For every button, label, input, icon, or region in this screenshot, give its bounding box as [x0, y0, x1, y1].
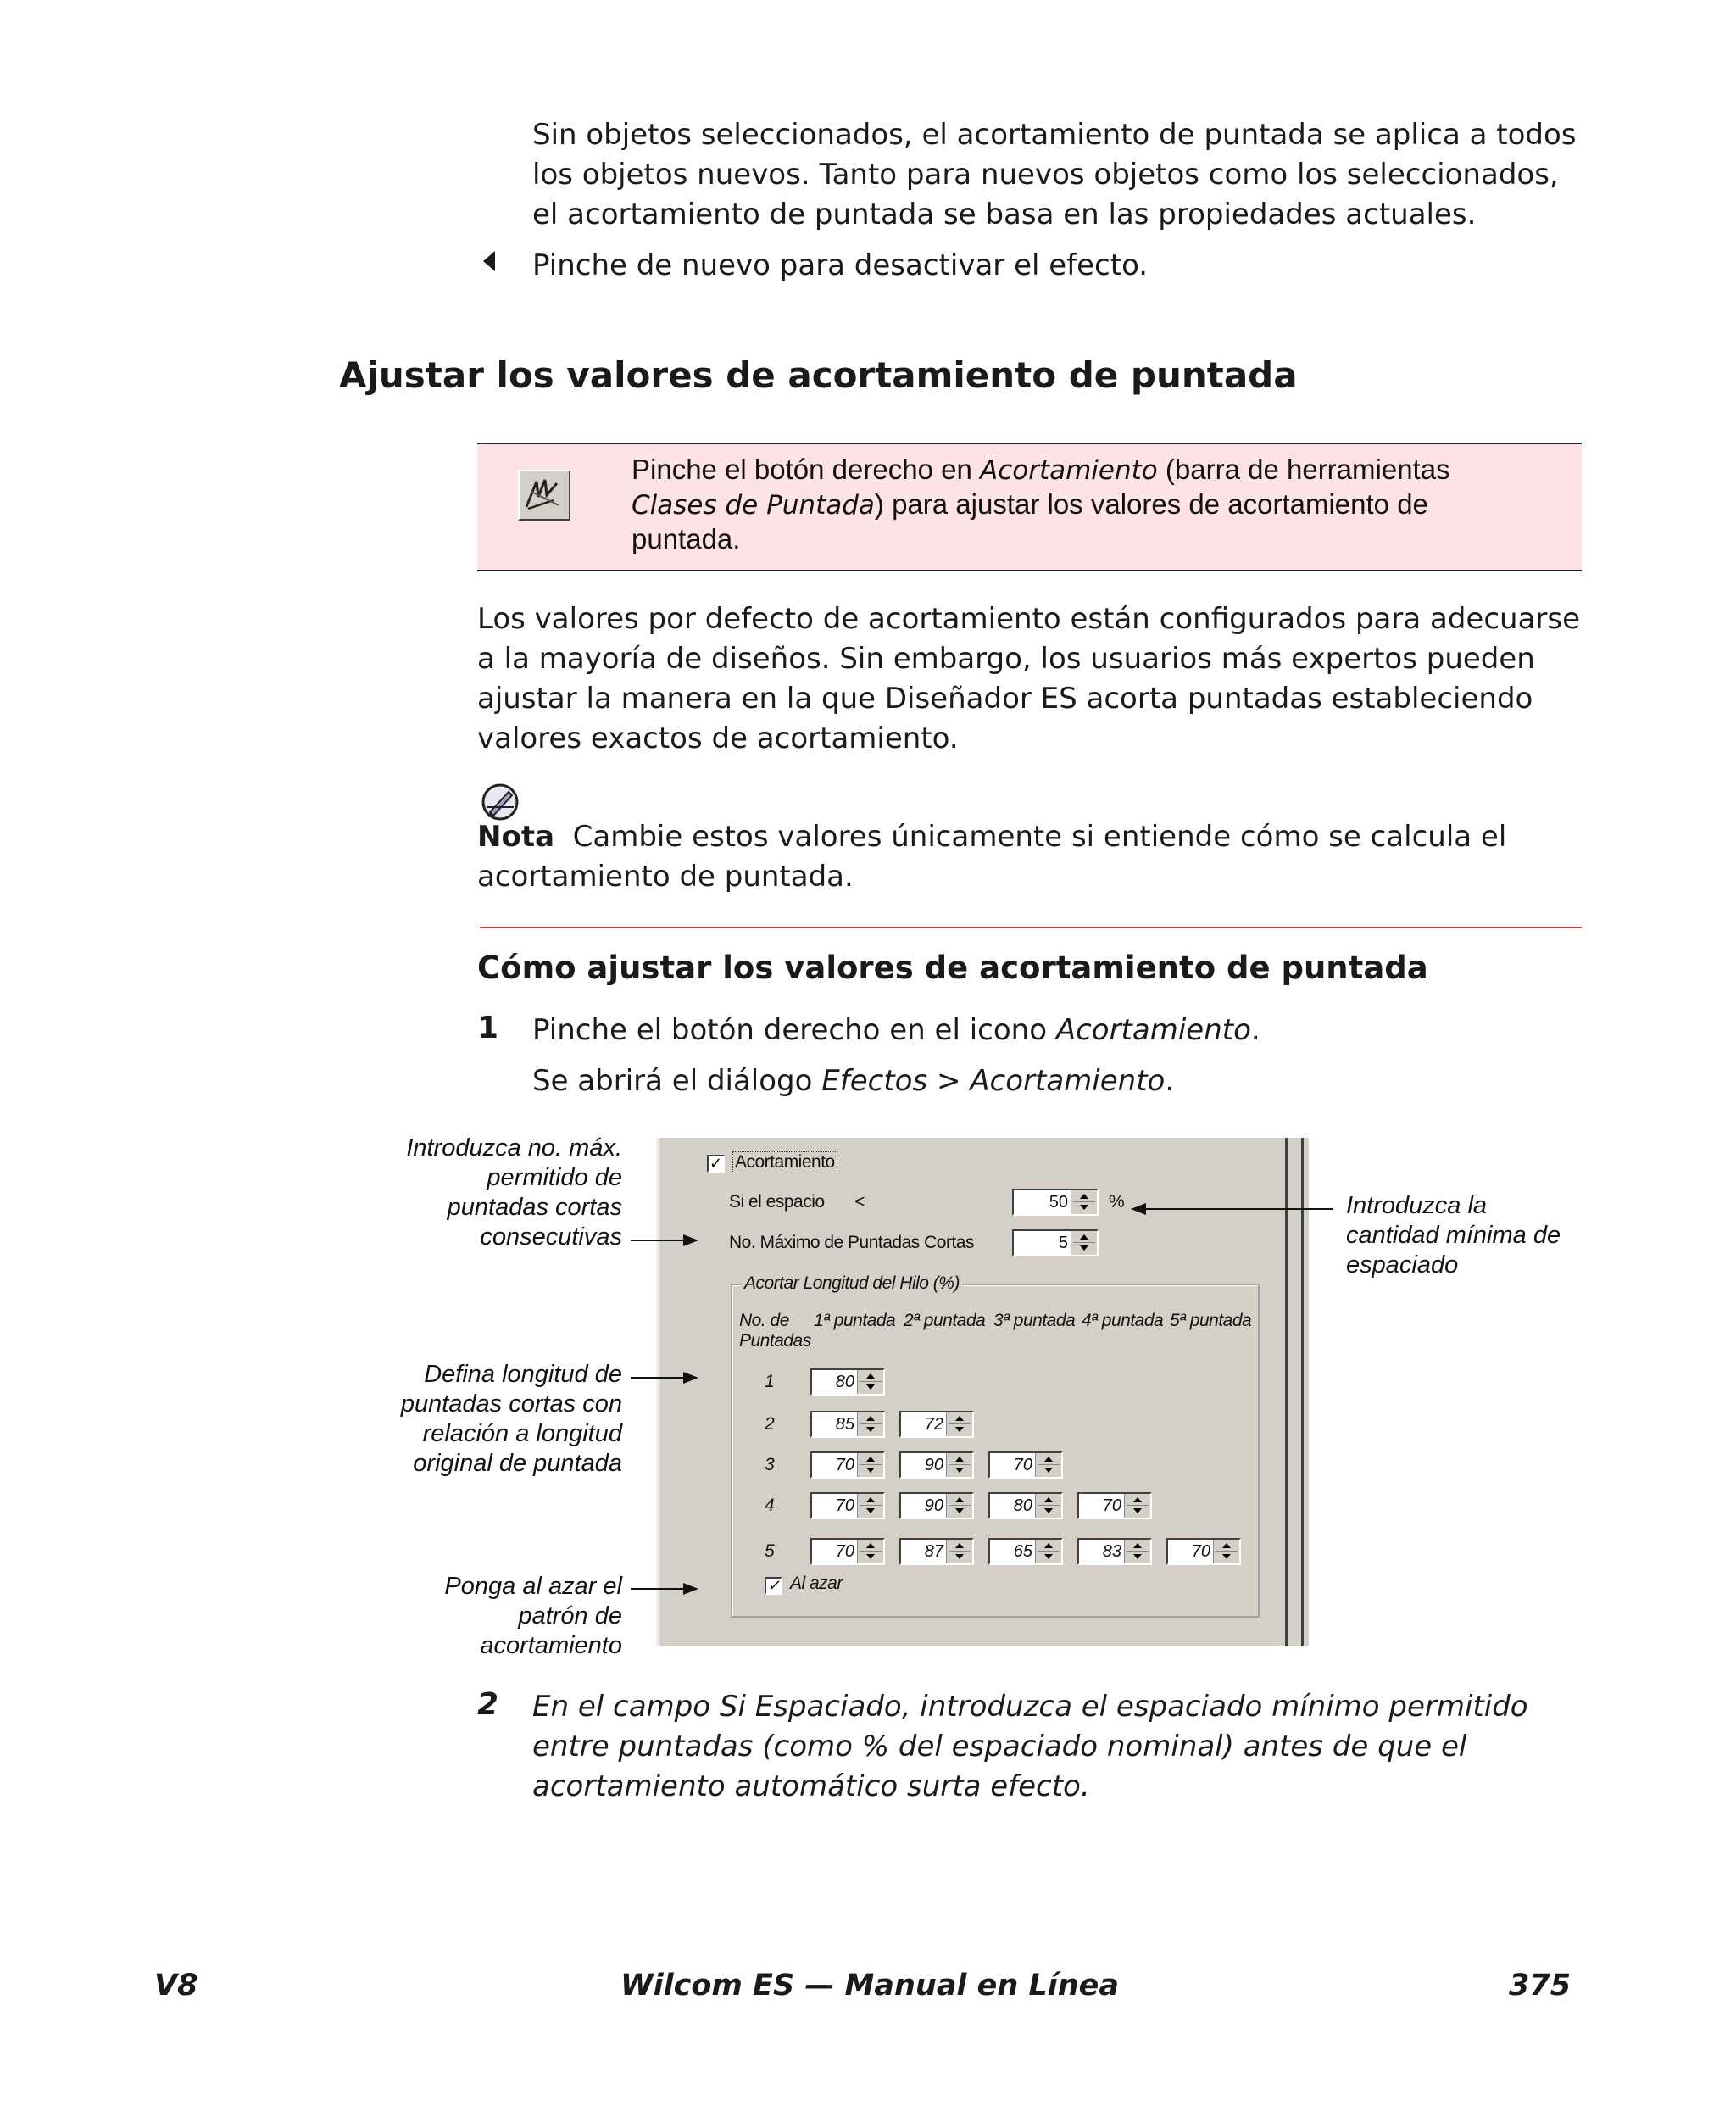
shortening-tool-icon[interactable]	[518, 470, 570, 521]
shortening-checkbox[interactable]: ✓	[707, 1155, 725, 1173]
bullet-triangle-icon	[483, 251, 495, 271]
spinner-arrows-icon[interactable]	[1124, 1494, 1150, 1518]
step-text-italic: Efectos > Acortamiento	[821, 1064, 1166, 1098]
max-short-value: 5	[1058, 1234, 1068, 1252]
count-column-header	[739, 1311, 811, 1351]
spacing-label: Si el espacio	[729, 1192, 825, 1212]
spacing-operator: <	[854, 1192, 865, 1212]
callout-min-spacing	[1346, 1191, 1600, 1280]
section-divider	[480, 927, 1582, 928]
intro-line: el acortamiento de puntada se basa en las propiedades actuales.	[532, 198, 1477, 231]
footer-page-number: 375	[1509, 1969, 1572, 2003]
spinner-arrows-icon[interactable]	[946, 1540, 972, 1563]
shortening-dialog	[656, 1138, 1309, 1646]
random-checkbox[interactable]: ✓	[765, 1577, 782, 1595]
paragraph-line: a la mayoría de diseños. Sin embargo, los usuarios más expertos pueden	[477, 642, 1535, 676]
step-text-italic: Acortamiento	[1055, 1013, 1251, 1047]
spinner-arrows-icon[interactable]	[857, 1453, 883, 1477]
step-text-part: Pinche el botón derecho en el icono	[532, 1013, 1056, 1047]
paragraph-line: valores exactos de acortamiento.	[477, 721, 959, 755]
note-line: Cambie estos valores únicamente si entiende cómo se calcula el	[572, 820, 1507, 854]
shortening-value-stepper[interactable]	[810, 1451, 885, 1479]
spinner-arrows-icon[interactable]	[857, 1540, 883, 1563]
spinner-arrows-icon[interactable]	[946, 1494, 972, 1518]
tip-box	[477, 443, 1582, 571]
shortening-value-stepper[interactable]	[810, 1411, 885, 1438]
footer-version: V8	[154, 1969, 198, 2003]
callout-line: Defina longitud de	[424, 1361, 622, 1388]
shortening-value-stepper[interactable]	[1166, 1538, 1241, 1565]
note-line: acortamiento de puntada.	[477, 860, 854, 894]
spinner-arrows-icon[interactable]	[1071, 1190, 1097, 1214]
tip-text-part: Pinche el botón derecho en	[632, 454, 980, 485]
section-title: Ajustar los valores de acortamiento de puntada	[339, 354, 1298, 396]
column-header: 4ª puntada	[1082, 1311, 1164, 1330]
callout-length	[364, 1360, 622, 1479]
step-number: 2	[477, 1687, 499, 1722]
shortening-checkbox-label[interactable]: Acortamiento	[732, 1151, 837, 1173]
paragraph-line: ajustar la manera en la que Diseñador ES acorta puntadas estableciendo	[477, 682, 1533, 716]
shortening-value-stepper[interactable]	[899, 1411, 974, 1438]
row-number: 3	[765, 1455, 775, 1474]
tip-text	[632, 453, 1564, 555]
callout-line: cantidad mínima de	[1346, 1222, 1561, 1249]
shortening-value-stepper[interactable]	[988, 1451, 1063, 1479]
shortening-value: 85	[835, 1415, 854, 1434]
note-label: Nota	[477, 820, 555, 854]
callout-line: patrón de	[518, 1602, 622, 1630]
row-number: 5	[765, 1541, 775, 1561]
spinner-arrows-icon[interactable]	[946, 1412, 972, 1436]
shortening-value-stepper[interactable]	[899, 1538, 974, 1565]
callout-line: Introduzca la	[1346, 1192, 1488, 1219]
step-number: 1	[477, 1011, 499, 1045]
callout-random	[364, 1572, 622, 1661]
shortening-value: 87	[924, 1542, 943, 1561]
shortening-value-stepper[interactable]	[810, 1492, 885, 1519]
tip-text-part: puntada.	[632, 523, 741, 554]
step-text-line: acortamiento automático surta efecto.	[532, 1769, 1090, 1803]
spacing-stepper[interactable]	[1012, 1189, 1099, 1216]
step-text-part: .	[1165, 1064, 1175, 1098]
spinner-arrows-icon[interactable]	[857, 1370, 883, 1394]
callout-arrow	[631, 1588, 683, 1590]
tip-text-italic: Acortamiento	[979, 455, 1158, 486]
callout-arrow	[631, 1240, 683, 1241]
shortening-value: 83	[1102, 1542, 1121, 1561]
step1-subtext	[532, 1061, 1583, 1101]
shortening-value: 80	[835, 1373, 854, 1391]
length-group-title: Acortar Longitud del Hilo (%)	[741, 1273, 963, 1294]
shortening-value-stepper[interactable]	[1077, 1538, 1152, 1565]
count-column-header-text: No. de Puntadas	[739, 1311, 811, 1351]
max-short-stepper[interactable]	[1012, 1229, 1099, 1256]
shortening-value: 70	[835, 1542, 854, 1561]
spinner-arrows-icon[interactable]	[1213, 1540, 1239, 1563]
dialog-frame-edge	[1285, 1138, 1304, 1646]
spinner-arrows-icon[interactable]	[857, 1412, 883, 1436]
intro-paragraph	[532, 115, 1583, 235]
procedure-title: Cómo ajustar los valores de acortamiento de puntada	[477, 950, 1428, 986]
shortening-value-stepper[interactable]	[1077, 1492, 1152, 1519]
step-text-italic: Si Espaciado	[719, 1690, 902, 1724]
random-checkbox-label[interactable]: Al azar	[790, 1574, 843, 1593]
shortening-value: 80	[1013, 1496, 1032, 1515]
callout-max-consecutive	[364, 1134, 622, 1252]
max-short-label: No. Máximo de Puntadas Cortas	[729, 1233, 974, 1252]
step-text-line: entre puntadas (como % del espaciado nominal) antes de que el	[532, 1730, 1467, 1763]
shortening-value: 70	[835, 1456, 854, 1474]
callout-line: consecutivas	[480, 1223, 622, 1251]
callout-line: puntadas cortas con	[400, 1390, 622, 1418]
shortening-value: 70	[1102, 1496, 1121, 1515]
row-number: 4	[765, 1496, 775, 1515]
column-header: 2ª puntada	[904, 1311, 986, 1330]
shortening-value-stepper[interactable]	[810, 1538, 885, 1565]
callout-line: relación a longitud	[422, 1420, 622, 1447]
paragraph-line: Los valores por defecto de acortamiento están configurados para adecuarse	[477, 602, 1581, 636]
spinner-arrows-icon[interactable]	[857, 1494, 883, 1518]
column-header: 3ª puntada	[993, 1311, 1076, 1330]
spinner-arrows-icon[interactable]	[1124, 1540, 1150, 1563]
arrow-right-icon	[683, 1372, 698, 1384]
shortening-value: 65	[1013, 1542, 1032, 1561]
row-number: 1	[765, 1372, 775, 1391]
callout-arrow	[631, 1377, 683, 1379]
tip-text-part: ) para ajustar los valores de acortamiento de	[874, 488, 1428, 520]
callout-line: permitido de	[487, 1164, 622, 1191]
shortening-value: 72	[924, 1415, 943, 1434]
shortening-value: 70	[1013, 1456, 1032, 1474]
shortening-value-stepper[interactable]	[899, 1451, 974, 1479]
callout-line: espaciado	[1346, 1251, 1459, 1279]
callout-line: Introduzca no. máx.	[406, 1134, 622, 1162]
step2-text	[532, 1687, 1583, 1807]
tip-text-part: (barra de herramientas	[1157, 454, 1450, 485]
callout-line: Ponga al azar el	[444, 1573, 622, 1600]
arrow-left-icon	[1131, 1203, 1146, 1215]
step-text-part: En el campo	[532, 1690, 720, 1724]
arrow-right-icon	[683, 1583, 698, 1595]
callout-line: acortamiento	[480, 1632, 622, 1659]
bullet-text: Pinche de nuevo para desactivar el efecto.	[532, 248, 1149, 282]
spinner-arrows-icon[interactable]	[946, 1453, 972, 1477]
shortening-value: 70	[1191, 1542, 1210, 1561]
footer-title: Wilcom ES — Manual en Línea	[620, 1969, 1120, 2003]
shortening-value: 70	[835, 1496, 854, 1515]
step-text-part: Se abrirá el diálogo	[532, 1064, 822, 1098]
step-text-part: , introduzca el espaciado mínimo permitido	[901, 1690, 1528, 1724]
shortening-value-stepper[interactable]	[988, 1538, 1063, 1565]
note-text	[477, 817, 1583, 897]
column-header: 1ª puntada	[814, 1311, 896, 1330]
spinner-arrows-icon[interactable]	[1035, 1453, 1061, 1477]
intro-line: Sin objetos seleccionados, el acortamiento de puntada se aplica a todos	[532, 118, 1577, 152]
arrow-right-icon	[683, 1234, 698, 1246]
shortening-value-stepper[interactable]	[899, 1492, 974, 1519]
shortening-value-stepper[interactable]	[988, 1492, 1063, 1519]
callout-line: original de puntada	[413, 1450, 622, 1477]
step1-text	[532, 1011, 1583, 1050]
column-header: 5ª puntada	[1170, 1311, 1252, 1330]
spinner-arrows-icon[interactable]	[1071, 1231, 1097, 1255]
spacing-value: 50	[1049, 1193, 1068, 1212]
callout-arrow	[1146, 1208, 1333, 1210]
spacing-unit: %	[1109, 1192, 1125, 1212]
tip-text-italic: Clases de Puntada	[632, 490, 875, 521]
spinner-arrows-icon[interactable]	[1035, 1540, 1061, 1563]
callout-line: puntadas cortas	[447, 1194, 622, 1221]
intro-line: los objetos nuevos. Tanto para nuevos objetos como los seleccionados,	[532, 158, 1559, 192]
spinner-arrows-icon[interactable]	[1035, 1494, 1061, 1518]
row-number: 2	[765, 1414, 775, 1434]
defaults-paragraph	[477, 599, 1583, 759]
step-text-part: .	[1250, 1013, 1260, 1047]
shortening-value: 90	[924, 1496, 943, 1515]
shortening-value: 90	[924, 1456, 943, 1474]
shortening-value-stepper[interactable]	[810, 1368, 885, 1396]
